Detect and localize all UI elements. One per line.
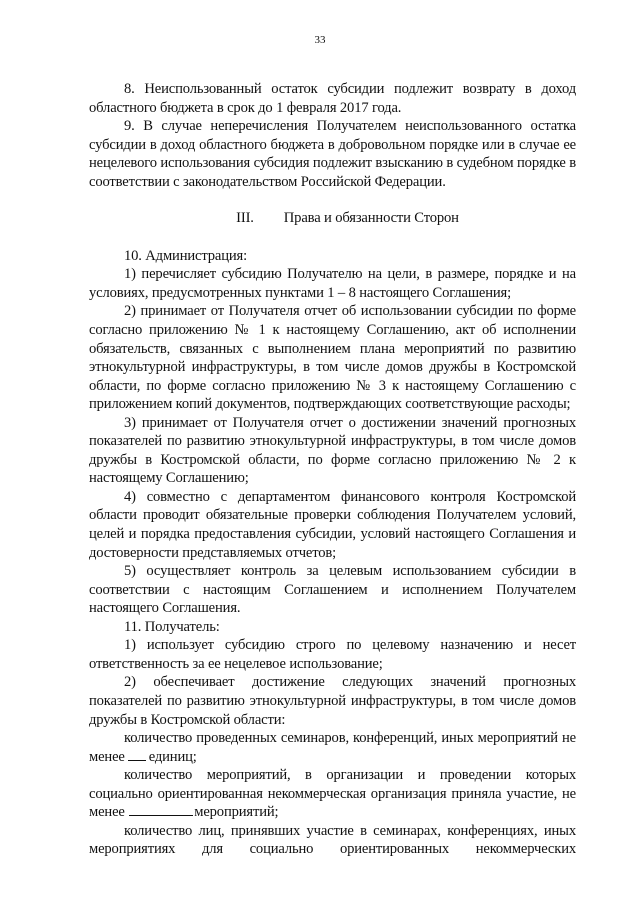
paragraph-8: 8. Неиспользованный остаток субсидии подлежит возврату в доход областного бюджета в срок до 1 февраля 2017 года. bbox=[89, 81, 576, 116]
recipient-heading: 11. Получатель: bbox=[124, 618, 220, 635]
recipient-item-1: 1) использует субсидию строго по целевому назначению и несет ответственность за ее нецелевое использование; bbox=[89, 637, 576, 672]
indicator-events bbox=[89, 766, 576, 822]
section-heading bbox=[89, 209, 576, 228]
administration-item-3: 3) принимает от Получателя отчет о достижении значений прогнозных показателей по развитию этнокультурной инфраструктуры, в том числе домов дружбы в Костромской области, по форме согласно приложению № 2 к настоящему Соглашению; bbox=[89, 414, 576, 487]
paragraph-9: 9. В случае неперечисления Получателем неиспользованного остатка субсидии в доход областного бюджета в добровольном порядке или в случае ее нецелевого использования субсидия подлежит взысканию в судебном порядке в соответствии с законодательством Российской Федерации. bbox=[89, 118, 576, 190]
section-number: III. bbox=[236, 210, 254, 227]
indicator-events-unit: мероприятий; bbox=[194, 804, 279, 821]
section-title: Права и обязанности Сторон bbox=[283, 210, 459, 227]
indicator-seminars bbox=[89, 729, 576, 766]
recipient-item-2: 2) обеспечивает достижение следующих значений прогнозных показателей по развитию этнокультурной инфраструктуры, в том числе домов дружбы в Костромской области: bbox=[89, 674, 576, 728]
page-number: 33 bbox=[314, 34, 326, 46]
administration-item-2: 2) принимает от Получателя отчет об использовании субсидии по форме согласно приложению № 1 к настоящему Соглашению, акт об исполнении обязательств, связанных с выполнением плана мероприятий по развитию этнокультурной инфраструктуры, в том числе домов дружбы в Костромской области, по форме согласно приложению № 3 к настоящему Соглашению с приложением копий документов, подтверждающих соответствующие расходы; bbox=[89, 303, 576, 413]
indicator-events-text: количество мероприятий, в организации и проведении которых социально ориентированная некоммерческая организация приняла участие, не менее bbox=[89, 767, 576, 821]
administration-heading: 10. Администрация: bbox=[124, 247, 248, 264]
blank-line bbox=[129, 803, 193, 816]
administration-item-5: 5) осуществляет контроль за целевым использованием субсидии в соответствии с настоящим Соглашением и исполнением Получателем настоящего Соглашения. bbox=[89, 563, 576, 617]
document-body bbox=[89, 80, 576, 859]
administration-item-4: 4) совместно с департаментом финансового контроля Костромской области проводит обязательные проверки соблюдения Получателем условий, целей и порядка предоставления субсидии, условий настоящего Соглашения и достоверности представляемых отчетов; bbox=[89, 488, 576, 561]
indicator-participants: количество лиц, принявших участие в семинарах, конференциях, иных мероприятиях для социально ориентированных некоммерческих bbox=[89, 822, 576, 858]
blank-line bbox=[128, 748, 146, 761]
indicator-seminars-unit: единиц; bbox=[148, 748, 197, 765]
administration-item-1: 1) перечисляет субсидию Получателю на цели, в размере, порядке и на условиях, предусмотренных пунктами 1 – 8 настоящего Соглашения; bbox=[89, 266, 576, 301]
indicator-seminars-text: количество проведенных семинаров, конференций, иных мероприятий не менее bbox=[89, 730, 576, 765]
